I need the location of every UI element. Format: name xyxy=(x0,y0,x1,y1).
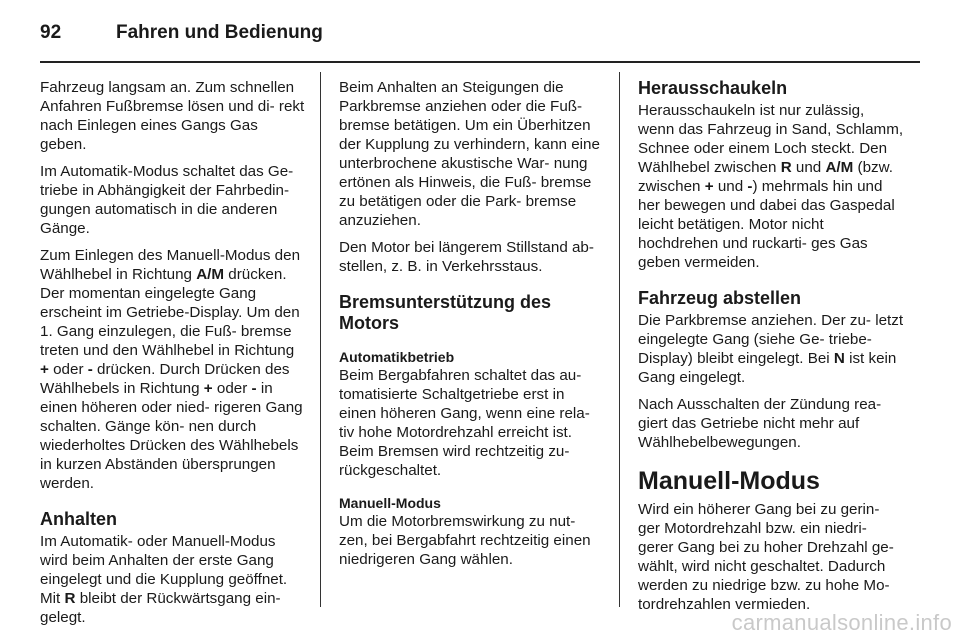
column-1 xyxy=(40,78,306,635)
section-heading-fahrzeug-abstellen: Fahrzeug abstellen xyxy=(638,288,802,308)
paragraph: Um die Motorbremswirkung zu nut- zen, bei Bergabfahrt rechtzeitig einen niedrigeren Gang wählen. xyxy=(339,513,591,568)
column-divider-1 xyxy=(320,72,321,607)
header-rule xyxy=(40,61,920,63)
chapter-title: Fahren und Bedienung xyxy=(116,22,323,43)
paragraph: Nach Ausschalten der Zündung rea- giert das Getriebe nicht mehr auf Wählhebelbewegungen. xyxy=(638,396,882,451)
paragraph: Im Automatik-Modus schaltet das Ge- triebe in Abhängigkeit der Fahrbedin- gungen automatisch in die anderen Gänge. xyxy=(40,163,294,237)
subheading-automatikbetrieb: Automatikbetrieb xyxy=(339,349,455,365)
column-divider-2 xyxy=(619,72,620,607)
section-heading-anhalten: Anhalten xyxy=(40,509,118,529)
paragraph: Fahrzeug langsam an. Zum schnellen Anfahren Fußbremse lösen und di- rekt nach Einlegen eines Gangs Gas geben. xyxy=(40,79,305,153)
paragraph: Beim Bergabfahren schaltet das au- tomatisierte Schaltgetriebe erst in einen höheren Gang, wenn eine rela- tiv hohe Motordrehzahl erreicht ist. Beim Bremsen wird rechtzeitig zu- rückgeschaltet. xyxy=(339,367,590,479)
section-heading-herausschaukeln: Herausschaukeln xyxy=(638,78,788,98)
paragraph: Im Automatik- oder Manuell-Modus wird beim Anhalten der erste Gang eingelegt und die Kupplung geöffnet. Mit R bleibt der Rückwärtsgang ein- gelegt. xyxy=(40,533,288,626)
watermark: carmanualsonline.info xyxy=(731,610,952,635)
subheading-manuell-modus: Manuell-Modus xyxy=(339,495,441,511)
paragraph: Den Motor bei längerem Stillstand ab- stellen, z. B. in Verkehrsstaus. xyxy=(339,239,594,275)
paragraph: Die Parkbremse anziehen. Der zu- letzt eingelegte Gang (siehe Ge- triebe-Display) bleibt eingelegt. Bei N ist kein Gang eingelegt. xyxy=(638,312,904,386)
column-3 xyxy=(638,78,904,622)
column-2 xyxy=(339,78,605,577)
paragraph: Zum Einlegen des Manuell-Modus den Wählhebel in Richtung A/M drücken. Der momentan eingelegte Gang erscheint im Getriebe-Display. Um den 1. Gang einzulegen, die Fuß- bremse treten und den Wählhebel in Richtung + oder - drücken. Durch Drücken des Wählhebels in Richtung + oder - in einen höheren oder nied- rigeren Gang schalten. Gänge kön- nen durch wiederholtes Drücken des Wählhebels in kurzen Abständen übersprungen werden. xyxy=(40,247,303,492)
page-header xyxy=(40,16,323,50)
section-heading-manuell-modus: Manuell-Modus xyxy=(638,467,820,495)
section-heading-bremsunterstuetzung: Bremsunterstützung des Motors xyxy=(339,292,552,333)
paragraph: Herausschaukeln ist nur zulässig, wenn das Fahrzeug in Sand, Schlamm, Schnee oder einem Loch steckt. Den Wählhebel zwischen R und A/M (bzw. zwischen + und -) mehrmals hin und her bewegen und dabei das Gaspedal leicht betätigen. Motor nicht hochdrehen und ruckarti- ges Gas geben vermeiden. xyxy=(638,102,904,271)
page-number: 92 xyxy=(40,22,62,43)
paragraph: Beim Anhalten an Steigungen die Parkbremse anziehen oder die Fuß- bremse betätigen. Um ein Überhitzen der Kupplung zu verhindern, kann eine unterbrochene akustische War- nung ertönen als Hinweis, die Fuß- bremse zu betätigen oder die Park- bremse anzuziehen. xyxy=(339,79,600,229)
paragraph: Wird ein höherer Gang bei zu gerin- ger Motordrehzahl bzw. ein niedri- gerer Gang bei zu hoher Drehzahl ge- wählt, wird nicht geschaltet. Dadurch werden zu niedrige bzw. zu hohe Mo- tordrehzahlen vermieden. xyxy=(638,501,894,613)
